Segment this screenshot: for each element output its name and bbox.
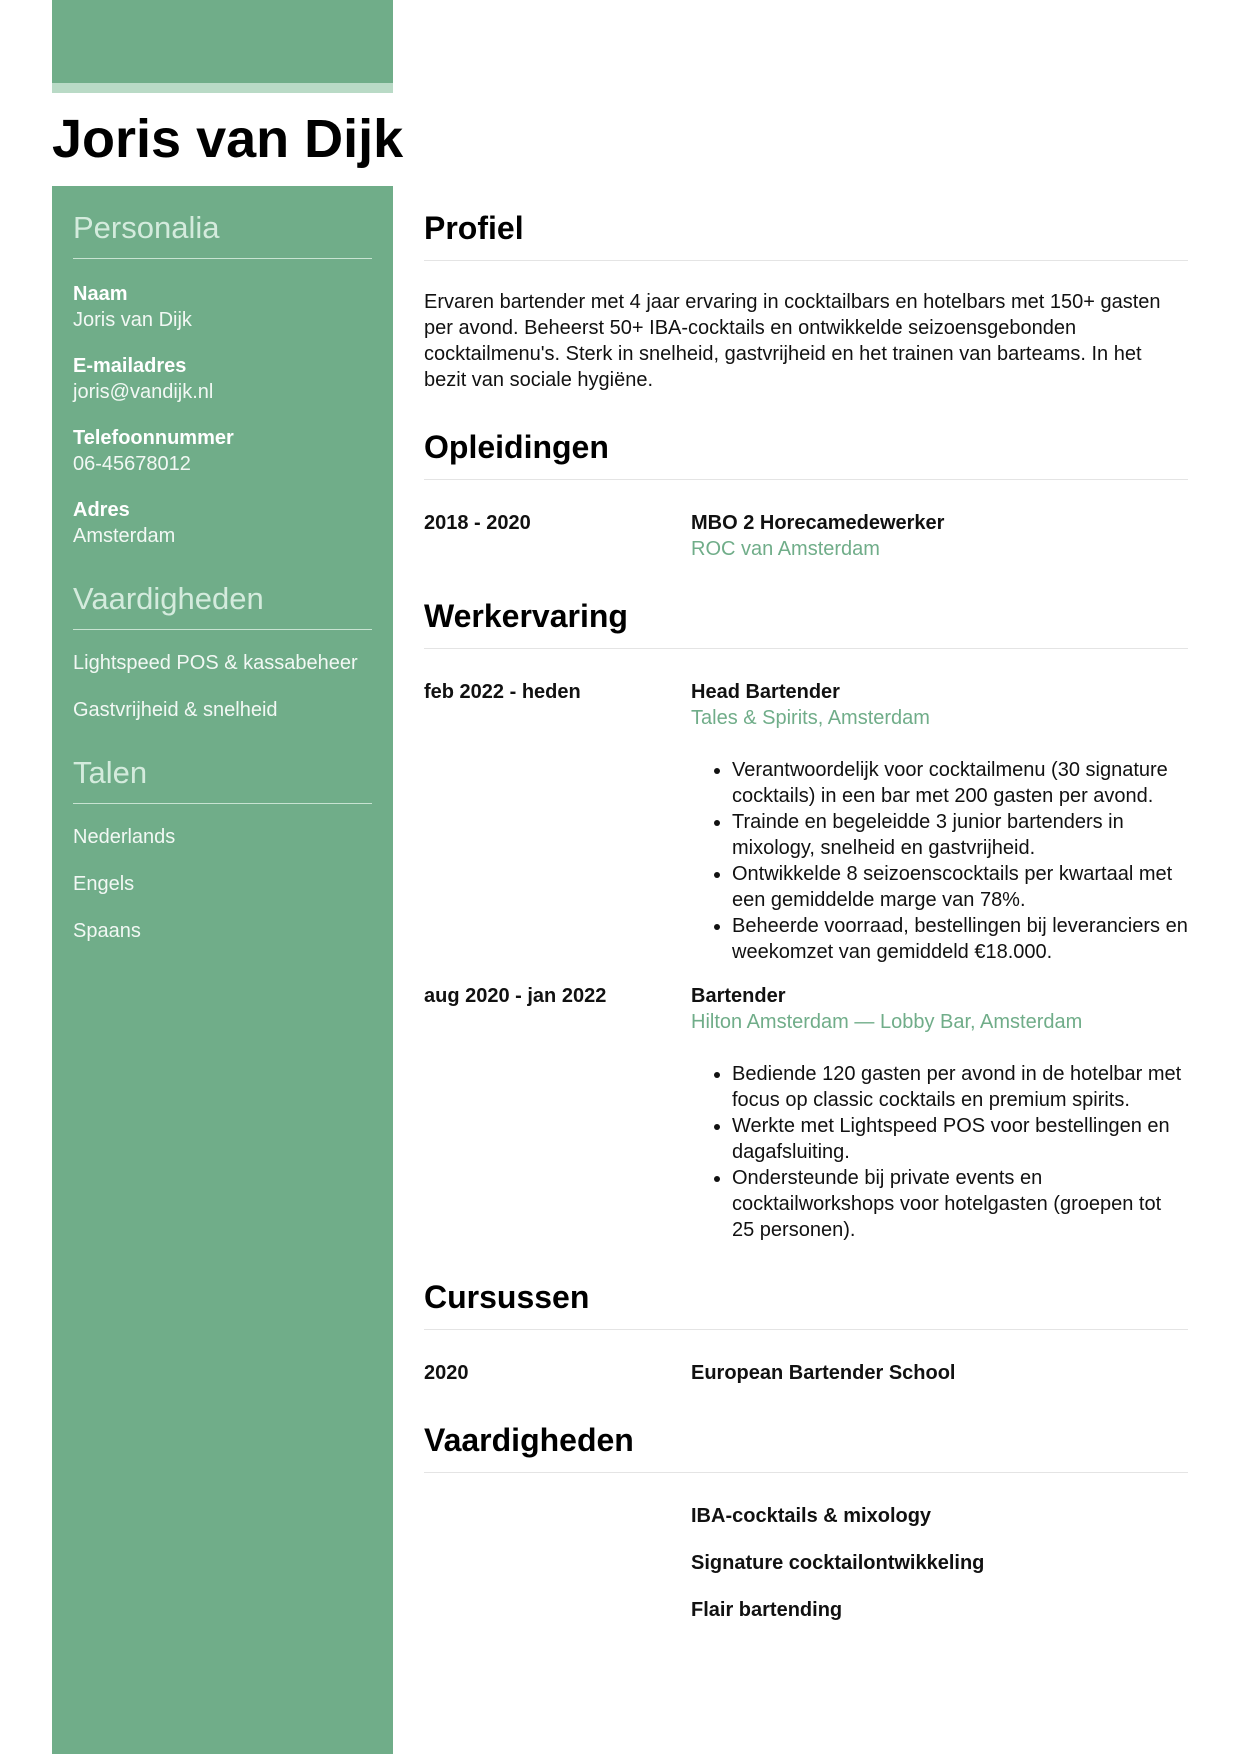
bullet-item: • Trainde en begeleidde 3 junior bartenders in mixology, snelheid en gastvrijheid.: [732, 809, 1188, 861]
entry-date: 2018 - 2020: [424, 512, 531, 534]
language-item: Engels: [73, 873, 135, 895]
field-value: Joris van Dijk: [73, 309, 192, 331]
entry-title: Head Bartender: [691, 681, 840, 703]
section-skills: [424, 1420, 1188, 1623]
sidebar-heading-personalia: Personalia: [73, 208, 372, 259]
skill-item: Flair bartending: [691, 1599, 843, 1621]
skill-item: IBA-cocktails & mixology: [691, 1505, 932, 1527]
header-accent-strip: [52, 83, 393, 93]
skills-list: [424, 1503, 1188, 1623]
field-value: Amsterdam: [73, 525, 176, 547]
bullet-item: • Ondersteunde bij private events en cocktailworkshops voor hotelgasten (groepen tot 25 personen).: [732, 1165, 1188, 1243]
entry-date: feb 2022 - heden: [424, 681, 581, 703]
entry-body: [691, 1360, 1188, 1386]
cv-name-title: Joris van Dijk: [52, 109, 404, 169]
main-content: [424, 208, 1188, 1644]
entry-date: 2020: [424, 1362, 469, 1384]
education-entries: [424, 510, 1188, 562]
profile-text: Ervaren bartender met 4 jaar ervaring in cocktailbars en hotelbars met 150+ gasten per avond. Beheerst 50+ IBA-cocktails en ontwikkelde seizoensgebonden cocktailmenu's. Sterk in snelheid, gastvrijheid en het trainen van barteams. In het bezit van sociale hygiëne.: [424, 291, 1161, 391]
field-phone: [73, 425, 372, 477]
section-title-courses: Cursussen: [424, 1277, 1188, 1330]
entry-title: Bartender: [691, 985, 786, 1007]
education-entry: [424, 510, 1188, 562]
field-label: Naam: [73, 283, 128, 305]
skill-item: Signature cocktailontwikkeling: [691, 1552, 985, 1574]
field-label: E-mailadres: [73, 355, 187, 377]
language-item: Nederlands: [73, 826, 176, 848]
personalia-fields: [73, 281, 372, 549]
field-email: [73, 353, 372, 405]
bullet-item: • Verantwoordelijk voor cocktailmenu (30 signature cocktails) in een bar met 200 gasten per avond.: [732, 757, 1188, 809]
experience-entry: [424, 983, 1188, 1243]
experience-entry: [424, 679, 1188, 965]
field-value: joris@vandijk.nl: [73, 381, 214, 403]
field-address: [73, 497, 372, 549]
sidebar-skills-list: [73, 650, 372, 723]
field-label: Telefoonnummer: [73, 427, 234, 449]
bullet-item: • Werkte met Lightspeed POS voor bestellingen en dagafsluiting.: [732, 1113, 1188, 1165]
section-courses: [424, 1277, 1188, 1386]
entry-body: [691, 679, 1188, 965]
entry-title: MBO 2 Horecamedewerker: [691, 512, 945, 534]
course-entry: [424, 1360, 1188, 1386]
entry-subtitle: Tales & Spirits, Amsterdam: [691, 707, 930, 729]
course-entries: [424, 1360, 1188, 1386]
field-name: [73, 281, 372, 333]
bullet-item: • Bediende 120 gasten per avond in de hotelbar met focus op classic cocktails en premium spirits.: [732, 1061, 1188, 1113]
entry-subtitle: ROC van Amsterdam: [691, 538, 880, 560]
section-profile: [424, 208, 1188, 393]
entry-body: [691, 983, 1188, 1243]
language-item: Spaans: [73, 920, 141, 942]
sidebar: [52, 186, 393, 1754]
sidebar-heading-skills: Vaardigheden: [73, 579, 372, 630]
section-experience: [424, 596, 1188, 1243]
bullet-item: • Ontwikkelde 8 seizoenscocktails per kwartaal met een gemiddelde marge van 78%.: [732, 861, 1188, 913]
section-education: [424, 427, 1188, 562]
entry-subtitle: Hilton Amsterdam — Lobby Bar, Amsterdam: [691, 1011, 1083, 1033]
entry-title: European Bartender School: [691, 1362, 956, 1384]
field-label: Adres: [73, 499, 130, 521]
section-title-profile: Profiel: [424, 208, 1188, 261]
sidebar-heading-languages: Talen: [73, 753, 372, 804]
entry-bullets: [691, 757, 1188, 965]
sidebar-skill-item: Gastvrijheid & snelheid: [73, 699, 278, 721]
section-title-education: Opleidingen: [424, 427, 1188, 480]
entry-body: [691, 510, 1188, 562]
sidebar-skill-item: Lightspeed POS & kassabeheer: [73, 652, 358, 674]
section-title-skills: Vaardigheden: [424, 1420, 1188, 1473]
entry-date: aug 2020 - jan 2022: [424, 985, 607, 1007]
experience-entries: [424, 679, 1188, 1243]
sidebar-languages-list: [73, 824, 372, 944]
section-title-experience: Werkervaring: [424, 596, 1188, 649]
bullet-item: • Beheerde voorraad, bestellingen bij leveranciers en weekomzet van gemiddeld €18.000.: [732, 913, 1188, 965]
entry-bullets: [691, 1061, 1188, 1243]
header-accent-block: [52, 0, 393, 83]
field-value: 06-45678012: [73, 453, 191, 475]
